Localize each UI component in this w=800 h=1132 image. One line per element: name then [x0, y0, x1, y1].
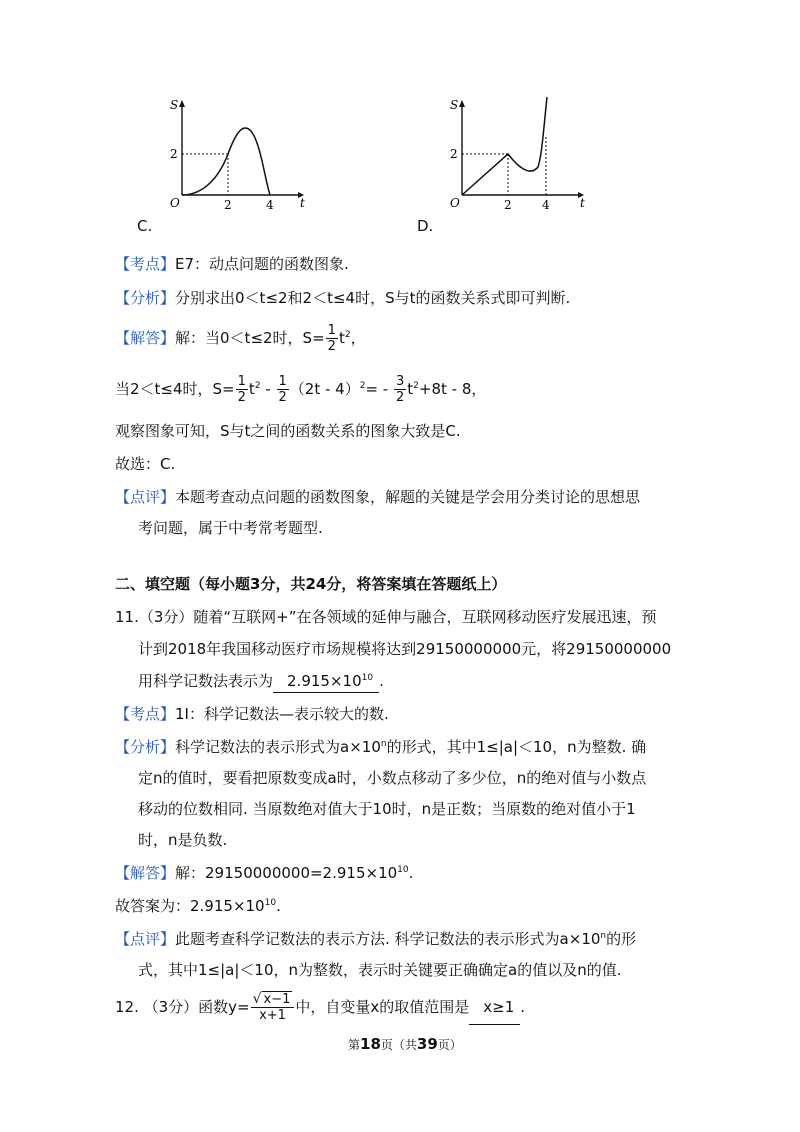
- q11-line2: 计到2018年我国移动医疗市场规模将达到29150000000元，将29150000000: [138, 640, 672, 658]
- punct: ，: [350, 329, 366, 347]
- jieda-pre: 解：当0＜t≤2时，S=: [175, 329, 325, 347]
- q12-mid: 中，自变量x的取值范围是: [295, 998, 470, 1016]
- line2-end: +8t - 8，: [418, 380, 487, 398]
- graph-d-label: D.: [417, 217, 434, 235]
- dianping-text: 此题考查科学记数法的表示方法. 科学记数法的表示形式为a×10: [175, 930, 601, 948]
- fenxi-text: 科学记数法的表示形式为a×10: [175, 738, 381, 756]
- dianping-tag: 【点评】: [115, 930, 176, 948]
- q10-dianping: [115, 486, 640, 508]
- fenxi-tag: 【分析】: [115, 738, 176, 756]
- exponent: 10: [397, 865, 409, 875]
- exponent: n: [380, 739, 387, 749]
- fraction: $\frac{1}{2}$: [278, 374, 287, 405]
- c-x-axis-label: t: [300, 196, 305, 210]
- q11-dianping-2: 式，其中1≤|a|＜10，n为整数，表示时关键要正确确定a的值以及n的值.: [138, 961, 622, 979]
- q10-jieda: [115, 322, 366, 354]
- page-footer: 第18页（共39页）: [348, 1035, 462, 1053]
- q11-line1: 11.（3分）随着“互联网+”在各领域的延伸与融合，互联网移动医疗发展迅速，预: [115, 608, 657, 626]
- q10-kaodian: [115, 253, 349, 275]
- d-origin-label: O: [450, 196, 460, 210]
- q12: [115, 990, 525, 1025]
- dianping-text: 的形: [606, 930, 637, 948]
- punct: .: [408, 864, 414, 882]
- fenxi-text: 分别求出0＜t≤2和2＜t≤4时，S与t的函数关系式即可判断.: [175, 289, 571, 307]
- jieda-tag: 【解答】: [115, 864, 176, 882]
- kaodian-text: 1I：科学记数法—表示较大的数.: [175, 705, 389, 723]
- dianping-tag: 【点评】: [115, 488, 176, 506]
- equals-minus: = -: [365, 380, 393, 398]
- q10-observe: 观察图象可知，S与t之间的函数关系的图象大致是C.: [115, 422, 461, 440]
- answer-text: 故答案为：2.915×10: [115, 897, 265, 915]
- var-t: t: [338, 329, 345, 347]
- dianping-text: 本题考查动点问题的函数图象，解题的关键是学会用分类讨论的思想思: [175, 488, 641, 506]
- q11-jieda: [115, 862, 413, 884]
- punct: .: [276, 897, 281, 915]
- kaodian-tag: 【考点】: [115, 255, 176, 273]
- q11-fenxi: [115, 736, 646, 758]
- q11-line3-pre: 用科学记数法表示为: [138, 672, 274, 690]
- q12-pre: 12. （3分）函数y=: [115, 998, 250, 1016]
- total-pages: 39: [416, 1035, 438, 1053]
- graph-d: [430, 95, 590, 215]
- answer-blank: x≥1: [469, 990, 520, 1025]
- var-t: t: [407, 380, 414, 398]
- q11-answer: [115, 895, 281, 917]
- var-t: t: [248, 380, 255, 398]
- c-tick-x1: 2: [224, 198, 232, 212]
- d-tick-y: 2: [450, 147, 458, 161]
- q11-kaodian: [115, 703, 389, 725]
- exponent: 2: [254, 381, 261, 391]
- minus: -: [260, 380, 276, 398]
- jieda-text: 解：29150000000=2.915×10: [175, 864, 398, 882]
- graph-c: [150, 95, 310, 215]
- q11-line3: [138, 670, 384, 693]
- q11-fenxi-4: 时，n是负数.: [138, 831, 228, 849]
- q11-fenxi-3: 移动的位数相同. 当原数绝对值大于10时，n是正数；当原数的绝对值小于1: [138, 800, 636, 818]
- kaodian-tag: 【考点】: [115, 705, 176, 723]
- paren-expr: （2t - 4）: [289, 380, 360, 398]
- section-heading: 二、填空题（每小题3分，共24分，将答案填在答题纸上）: [115, 575, 507, 593]
- exponent: 2: [413, 381, 419, 391]
- exponent: 2: [359, 381, 366, 391]
- c-y-axis-label: S: [170, 98, 179, 112]
- exponent: 2: [344, 330, 351, 340]
- q10-line2: [115, 373, 486, 405]
- punct: .: [520, 998, 526, 1016]
- q10-fenxi: [115, 287, 570, 309]
- jieda-tag: 【解答】: [115, 329, 176, 347]
- page-number: 18: [360, 1035, 381, 1053]
- c-tick-y: 2: [170, 147, 178, 161]
- exponent: n: [600, 931, 607, 941]
- c-origin-label: O: [170, 196, 180, 210]
- d-x-axis-label: t: [580, 196, 585, 210]
- punct: .: [379, 672, 384, 690]
- d-y-axis-label: S: [450, 98, 459, 112]
- fraction: $\frac{√ x-1}{x+1}$: [251, 992, 295, 1023]
- fraction: $\frac{1}{2}$: [327, 323, 336, 354]
- d-tick-x1: 2: [504, 198, 512, 212]
- kaodian-text: E7：动点问题的函数图象.: [175, 255, 349, 273]
- d-tick-x2: 4: [542, 198, 550, 212]
- fraction: $\frac{1}{2}$: [237, 374, 246, 405]
- q10-answer: 故选：C.: [115, 455, 176, 473]
- answer-blank: $2.915\times 10^{10}$: [273, 670, 379, 693]
- line2-pre: 当2＜t≤4时，S=: [115, 380, 235, 398]
- fenxi-tag: 【分析】: [115, 289, 176, 307]
- exponent: 10: [264, 898, 277, 908]
- fraction: $\frac{3}{2}$: [395, 374, 405, 405]
- graph-c-label: C.: [137, 217, 153, 235]
- q10-dianping-cont: 考问题，属于中考常考题型.: [138, 519, 323, 537]
- q11-dianping: [115, 928, 636, 950]
- c-tick-x2: 4: [266, 198, 274, 212]
- fenxi-text: 的形式，其中1≤|a|＜10，n为整数. 确: [386, 738, 647, 756]
- q11-fenxi-2: 定n的值时，要看把原数变成a时，小数点移动了多少位，n的绝对值与小数点: [138, 769, 647, 787]
